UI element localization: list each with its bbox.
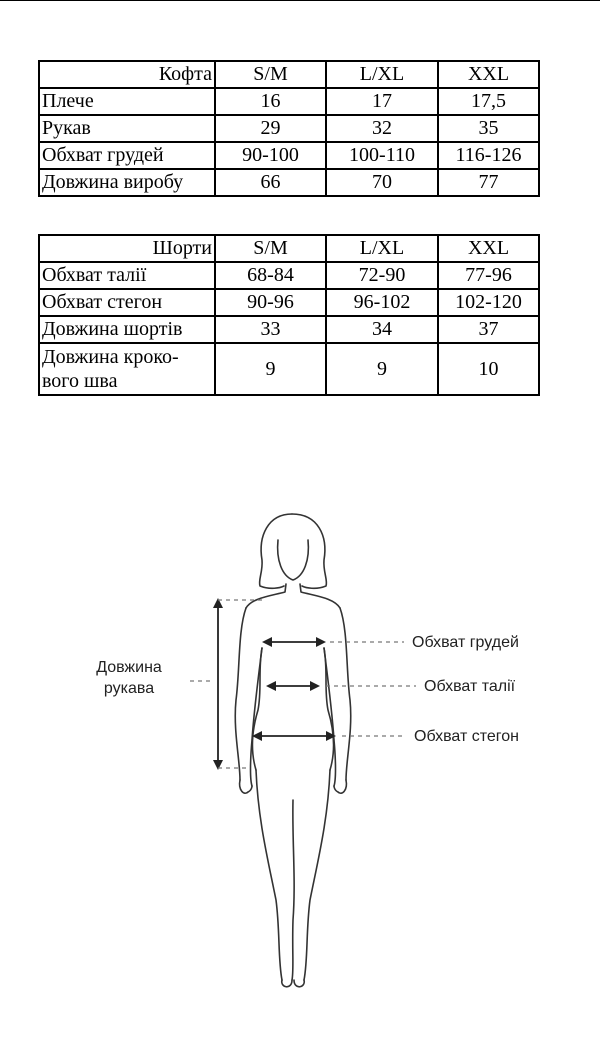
size-header: XXL	[438, 235, 539, 262]
table-cell: 90-100	[215, 142, 326, 169]
table-row	[39, 169, 539, 196]
size-header: L/XL	[326, 61, 438, 88]
table-row	[39, 88, 539, 115]
table-cell: 100-110	[326, 142, 438, 169]
table-cell: 9	[326, 343, 438, 395]
waist-label: Обхват талії	[424, 678, 516, 695]
arrow-head-icon	[316, 637, 326, 647]
table-cell: 102-120	[438, 289, 539, 316]
table-row	[39, 142, 539, 169]
size-header: L/XL	[326, 235, 438, 262]
table-cell: 10	[438, 343, 539, 395]
arrow-head-icon	[310, 681, 320, 691]
table-cell: 116-126	[438, 142, 539, 169]
arrow-head-icon	[262, 637, 272, 647]
shorts-size-table	[38, 234, 540, 396]
table-cell: 96-102	[326, 289, 438, 316]
table-cell: 66	[215, 169, 326, 196]
table-header-row	[39, 235, 539, 262]
row-label: Довжина кроко-вого шва	[39, 343, 215, 395]
table-corner-label: Шорти	[39, 235, 215, 262]
measurement-figure	[0, 500, 600, 1000]
table-cell: 33	[215, 316, 326, 343]
table-cell: 17,5	[438, 88, 539, 115]
table-cell: 17	[326, 88, 438, 115]
row-label: Довжина шортів	[39, 316, 215, 343]
row-label: Рукав	[39, 115, 215, 142]
table-cell: 29	[215, 115, 326, 142]
row-label: Обхват стегон	[39, 289, 215, 316]
table-corner-label: Кофта	[39, 61, 215, 88]
table-row	[39, 262, 539, 289]
table-cell: 16	[215, 88, 326, 115]
arrow-head-icon	[266, 681, 276, 691]
table-cell: 68-84	[215, 262, 326, 289]
table-cell: 90-96	[215, 289, 326, 316]
sweater-size-table	[38, 60, 540, 197]
size-header: S/M	[215, 235, 326, 262]
row-label: Обхват грудей	[39, 142, 215, 169]
row-label: Плече	[39, 88, 215, 115]
row-label: Довжина виробу	[39, 169, 215, 196]
top-border-line	[0, 0, 600, 1]
table-cell: 72-90	[326, 262, 438, 289]
table-cell: 37	[438, 316, 539, 343]
size-header: XXL	[438, 61, 539, 88]
size-header: S/M	[215, 61, 326, 88]
sleeve-length-label: Довжина	[96, 659, 162, 676]
table-cell: 77-96	[438, 262, 539, 289]
hips-label: Обхват стегон	[414, 728, 519, 745]
table-cell: 32	[326, 115, 438, 142]
woman-silhouette-icon	[235, 514, 350, 987]
chest-label: Обхват грудей	[412, 634, 519, 651]
table-cell: 77	[438, 169, 539, 196]
table-row	[39, 316, 539, 343]
table-header-row	[39, 61, 539, 88]
table-cell: 34	[326, 316, 438, 343]
sleeve-length-label: рукава	[103, 680, 155, 697]
table-row	[39, 289, 539, 316]
table-cell: 9	[215, 343, 326, 395]
row-label: Обхват талії	[39, 262, 215, 289]
table-cell: 35	[438, 115, 539, 142]
table-row	[39, 115, 539, 142]
table-row	[39, 343, 539, 395]
table-cell: 70	[326, 169, 438, 196]
